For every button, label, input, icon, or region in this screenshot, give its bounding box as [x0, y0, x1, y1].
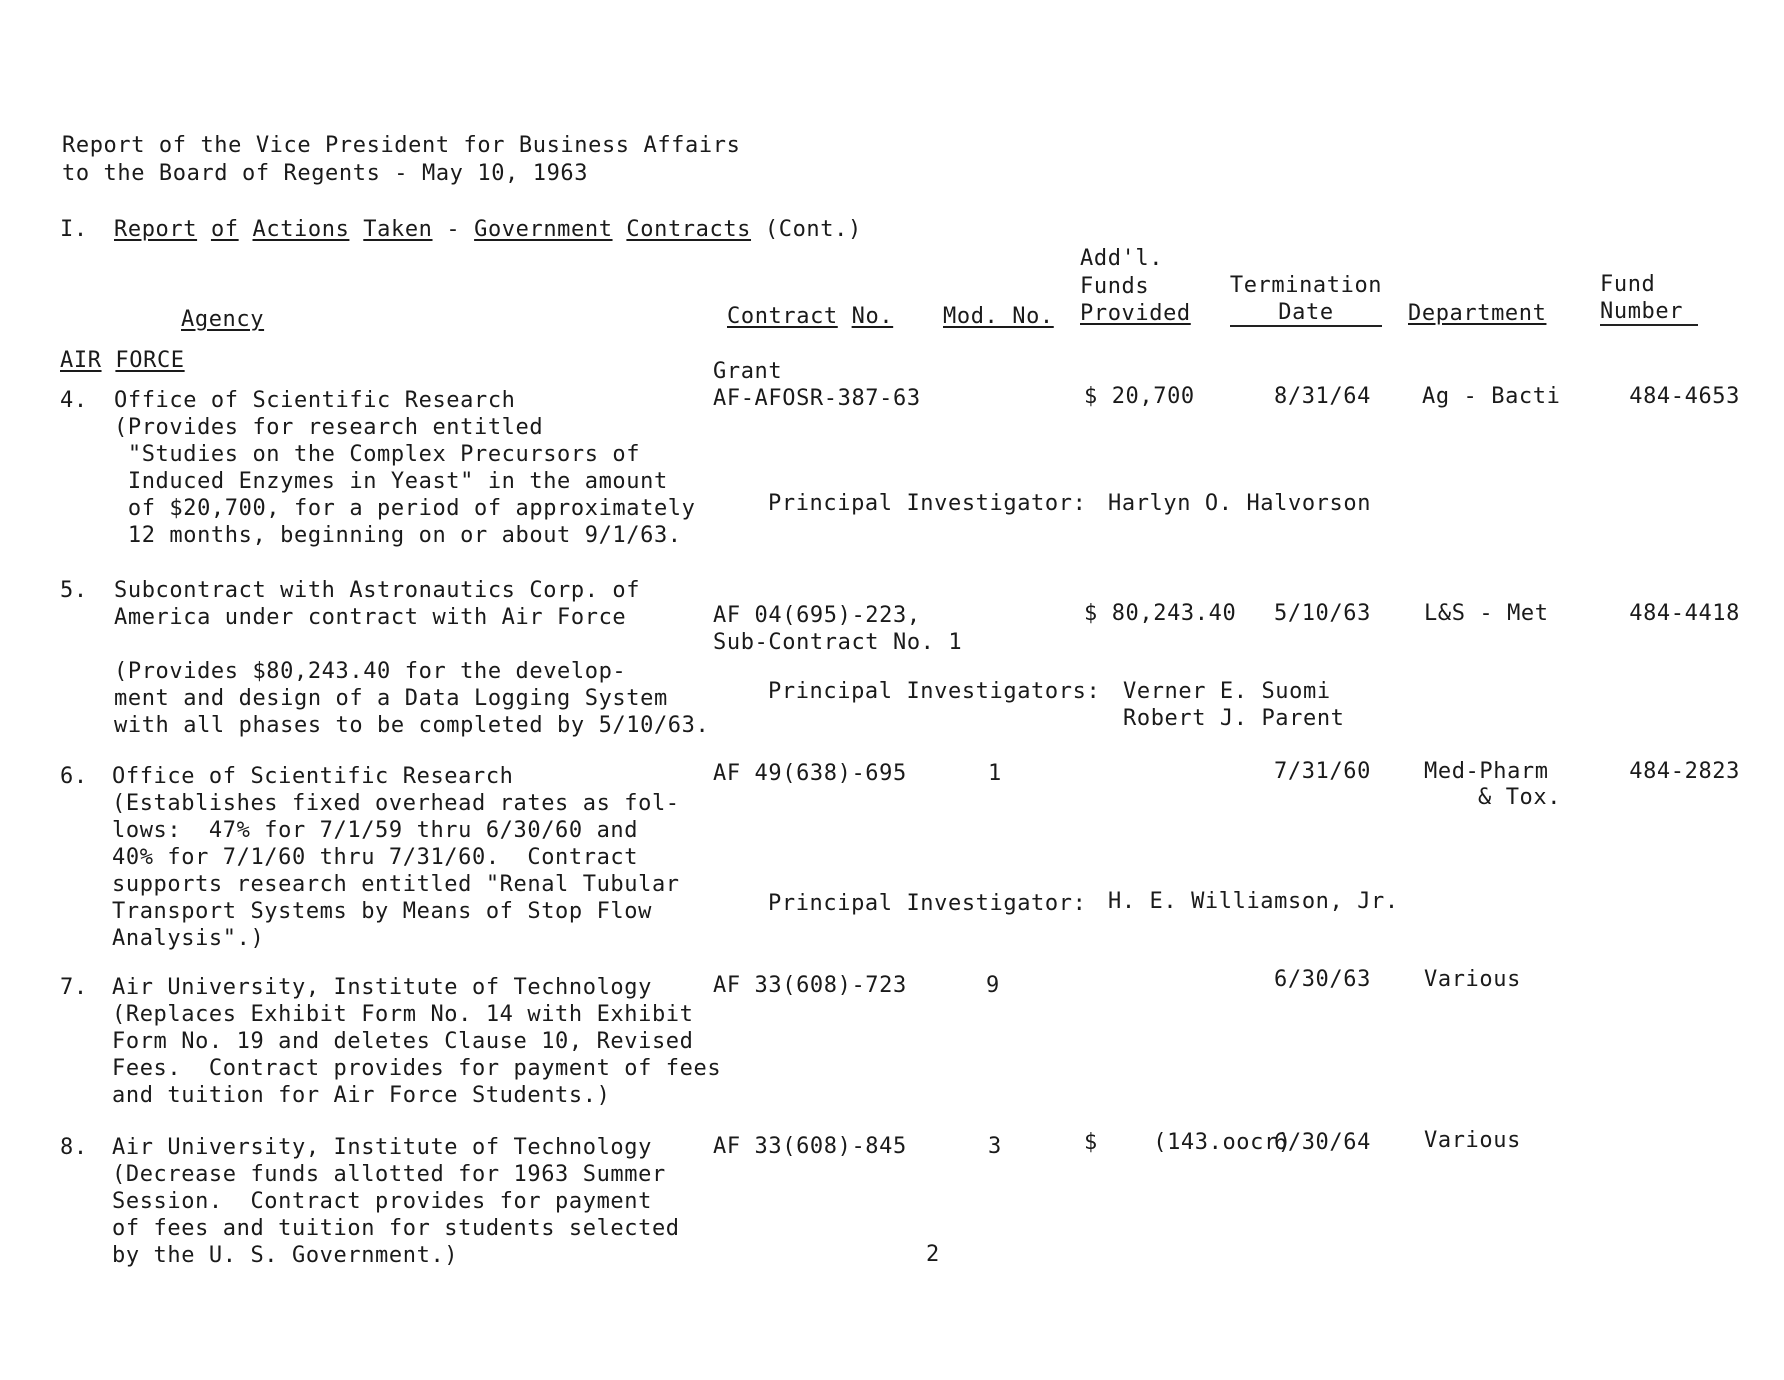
- entry-desc-line: Fees. Contract provides for payment of fees: [112, 1056, 722, 1081]
- col-header-department: Department: [1408, 301, 1547, 326]
- entry-desc-line: 40% for 7/1/60 thru 7/31/60. Contract: [112, 845, 639, 870]
- entry-mod-no: 9: [986, 973, 1000, 998]
- entry-contract: Grant: [713, 359, 783, 384]
- entry-desc-line: Office of Scientific Research: [114, 388, 516, 413]
- entry-mod-no: 3: [988, 1134, 1002, 1159]
- page-number: 2: [926, 1242, 940, 1267]
- entry-desc-line: by the U. S. Government.): [112, 1243, 459, 1268]
- entry-number: 7.: [60, 975, 88, 1000]
- entry-desc-line: 12 months, beginning on or about 9/1/63.: [114, 523, 682, 548]
- entry-desc-line: "Studies on the Complex Precursors of: [114, 442, 641, 467]
- entry-department: Ag - Bacti: [1422, 384, 1561, 409]
- section-title-word: Taken: [363, 217, 433, 242]
- entry-desc-line: Form No. 19 and deletes Clause 10, Revised: [112, 1029, 694, 1054]
- entry-desc-line: Air University, Institute of Technology: [112, 975, 652, 1000]
- entry-desc-line: Analysis".): [112, 926, 265, 951]
- entry-desc-line: (Establishes fixed overhead rates as fol-: [112, 791, 680, 816]
- entry-contract: AF 33(608)-845: [713, 1134, 907, 1159]
- entry-contract: AF 33(608)-723: [713, 973, 907, 998]
- entry-funds: $ (143.oocr): [1084, 1130, 1292, 1155]
- entry-desc-line: of fees and tuition for students selected: [112, 1216, 680, 1241]
- entry-pi-label: Principal Investigator:: [768, 491, 1087, 516]
- entry-pi-name: H. E. Williamson, Jr.: [1108, 889, 1399, 914]
- entry-desc-line: (Provides $80,243.40 for the develop-: [114, 659, 627, 684]
- entry-number: 6.: [60, 764, 88, 789]
- entry-contract: AF 04(695)-223,: [713, 603, 921, 628]
- entry-contract: AF-AFOSR-387-63: [713, 386, 921, 411]
- col-header-funds-1: Add'l.: [1080, 246, 1164, 271]
- entry-term-date: 5/10/63: [1274, 601, 1371, 626]
- section-title-dash: -: [446, 217, 461, 242]
- report-header-line1: Report of the Vice President for Business Affairs: [62, 133, 741, 158]
- group-heading-air: AIR: [60, 348, 102, 373]
- entry-term-date: 6/30/63: [1274, 967, 1371, 992]
- entry-mod-no: 1: [988, 761, 1002, 786]
- entry-desc-line: (Replaces Exhibit Form No. 14 with Exhibit: [112, 1002, 694, 1027]
- entry-desc-line: Transport Systems by Means of Stop Flow: [112, 899, 652, 924]
- entry-fund-number: 484-4418: [1629, 601, 1740, 626]
- col-header-no-word: No.: [851, 304, 894, 329]
- entry-term-date: 8/31/64: [1274, 384, 1371, 409]
- report-header-line2: to the Board of Regents - May 10, 1963: [62, 161, 589, 186]
- section-title-word: Government: [474, 217, 613, 242]
- entry-department: L&S - Met: [1424, 601, 1549, 626]
- col-header-term-2: Date: [1278, 300, 1334, 325]
- entry-department: Various: [1424, 967, 1521, 992]
- entry-desc-line: Session. Contract provides for payment: [112, 1189, 652, 1214]
- entry-desc-line: ment and design of a Data Logging System: [114, 686, 668, 711]
- entry-desc-line: with all phases to be completed by 5/10/63.: [114, 713, 710, 738]
- col-header-mod-no: Mod. No.: [943, 304, 1054, 329]
- fund-header-underline: [1600, 324, 1698, 326]
- entry-desc-line: of $20,700, for a period of approximately: [114, 496, 696, 521]
- entry-desc-line: America under contract with Air Force: [114, 605, 627, 630]
- entry-contract: Sub-Contract No. 1: [713, 630, 963, 655]
- entry-fund-number: 484-4653: [1629, 384, 1740, 409]
- entry-desc-line: supports research entitled "Renal Tubular: [112, 872, 680, 897]
- entry-number: 4.: [60, 388, 88, 413]
- entry-desc-line: (Decrease funds allotted for 1963 Summer: [112, 1162, 666, 1187]
- entry-desc-line: lows: 47% for 7/1/59 thru 6/30/60 and: [112, 818, 639, 843]
- entry-funds: $ 80,243.40: [1084, 601, 1237, 626]
- entry-pi-name: Robert J. Parent: [1123, 706, 1345, 731]
- entry-desc-line: Induced Enzymes in Yeast" in the amount: [114, 469, 668, 494]
- entry-contract: AF 49(638)-695: [713, 761, 907, 786]
- entry-pi-name: Verner E. Suomi: [1123, 679, 1331, 704]
- section-title-word: of: [210, 217, 239, 242]
- col-header-fund-1: Fund: [1600, 272, 1656, 297]
- entry-pi-name: Harlyn O. Halvorson: [1108, 491, 1372, 516]
- entry-term-date: 7/31/60: [1274, 759, 1371, 784]
- entry-desc-line: Subcontract with Astronautics Corp. of: [114, 578, 641, 603]
- entry-term-date: 6/30/64: [1274, 1130, 1371, 1155]
- col-header-agency: Agency: [181, 307, 265, 332]
- col-header-contract-no: [727, 303, 893, 330]
- entry-number: 5.: [60, 578, 88, 603]
- entry-department: Med-Pharm: [1424, 759, 1549, 784]
- section-number: I.: [60, 217, 88, 242]
- section-title-word: Contracts: [626, 217, 752, 242]
- section-title-word: Report: [114, 217, 198, 242]
- term-header-underline: [1230, 325, 1382, 327]
- entry-pi-label: Principal Investigator:: [768, 891, 1087, 916]
- entry-department: Various: [1424, 1128, 1521, 1153]
- section-title-word: Actions: [252, 217, 350, 242]
- col-header-funds-3: Provided: [1080, 301, 1191, 326]
- entry-number: 8.: [60, 1135, 88, 1160]
- entry-funds: $ 20,700: [1084, 384, 1195, 409]
- col-header-fund-2: Number: [1600, 299, 1684, 324]
- entry-pi-label: Principal Investigators:: [768, 679, 1101, 704]
- group-heading: [60, 347, 185, 374]
- col-header-funds-2: Funds: [1080, 274, 1150, 299]
- entry-desc-line: and tuition for Air Force Students.): [112, 1083, 611, 1108]
- entry-desc-line: (Provides for research entitled: [114, 415, 544, 440]
- entry-department: & Tox.: [1478, 785, 1562, 810]
- section-title-cont: (Cont.): [764, 217, 862, 242]
- entry-desc-line: Air University, Institute of Technology: [112, 1135, 652, 1160]
- section-title: [114, 216, 862, 243]
- entry-desc-line: Office of Scientific Research: [112, 764, 514, 789]
- group-heading-force: FORCE: [115, 348, 185, 373]
- col-header-term-1: Termination: [1229, 273, 1383, 298]
- entry-fund-number: 484-2823: [1629, 759, 1740, 784]
- col-header-contract-word: Contract: [727, 304, 838, 329]
